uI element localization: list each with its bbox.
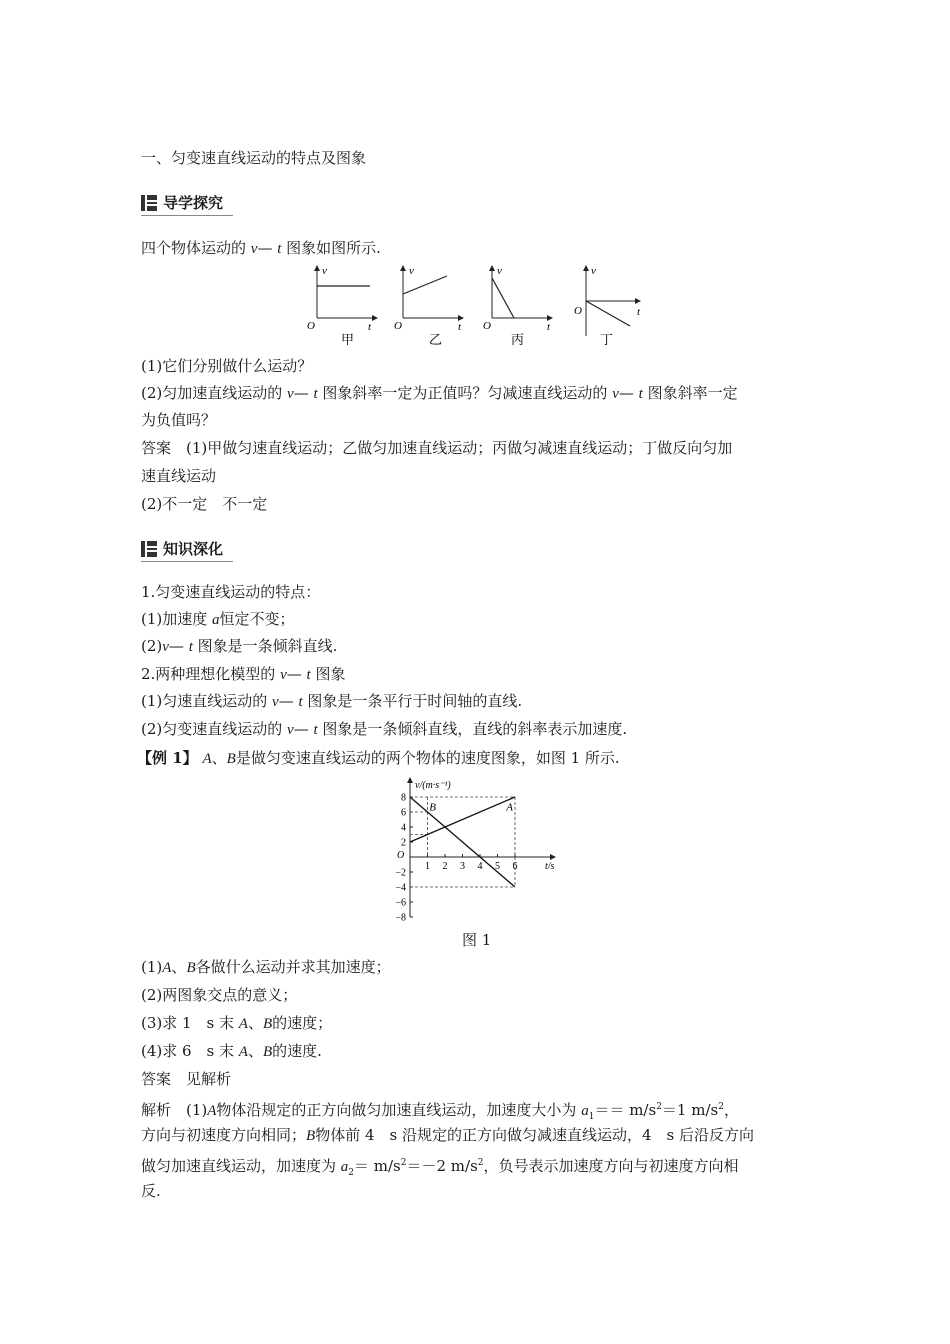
answer-1-line-1: 答案 (1)甲做匀速直线运动；乙做匀加速直线运动；丙做匀减速直线运动；丁做反向匀加 <box>141 439 733 457</box>
answer-1-line-2: 速直线运动 <box>141 467 217 485</box>
series-line-A <box>410 797 515 842</box>
axis-v-label: v <box>409 265 414 277</box>
origin-label: O <box>394 320 402 332</box>
header-underline <box>141 215 233 216</box>
x-axis-label: t/s <box>545 861 555 872</box>
x-tick-label: 2 <box>442 861 448 872</box>
series-label-B: B <box>429 801 436 814</box>
graph-ding <box>574 265 641 347</box>
answer-1-line-3: (2)不一定 不一定 <box>141 495 268 513</box>
header-stripes-icon <box>147 195 157 211</box>
axis-t-label: t <box>368 321 372 333</box>
y-tick-label: 4 <box>401 822 406 834</box>
origin-label: O <box>483 320 491 332</box>
origin-label: O <box>574 305 582 317</box>
header-mark-icon <box>141 541 145 557</box>
axis-v-label: v <box>591 265 596 277</box>
y-tick-label: −2 <box>395 867 406 879</box>
explanation-line-4: 反. <box>141 1182 161 1200</box>
vt-chart <box>365 774 565 924</box>
explanation-line-1: 解析 (1)A物体沿规定的正方向做匀加速直线运动，加速度大小为 $a_1== m/s^2=1$ $m/s^2$， <box>141 1101 739 1122</box>
knowledge-2a: (1)匀速直线运动的 v— t 图象是一条平行于时间轴的直线. <box>141 692 523 710</box>
y-tick-label: 8 <box>401 792 406 804</box>
sub-question-3: (3)求 1 s 末 A、B的速度； <box>141 1014 333 1032</box>
origin-label: O <box>397 850 405 861</box>
series-label-A: A <box>506 801 513 814</box>
axis-v-label: v <box>497 265 502 277</box>
y-tick-label: 2 <box>401 837 406 849</box>
graph-jia <box>307 265 377 347</box>
intro-text: 四个物体运动的 v— t 图象如图所示. <box>141 239 381 257</box>
section-header-guided-inquiry <box>141 193 233 215</box>
x-tick-label: 4 <box>477 861 483 872</box>
header-underline <box>141 561 233 562</box>
x-tick-label: 3 <box>460 861 465 872</box>
knowledge-1a: (1)加速度 a恒定不变； <box>141 610 295 628</box>
header-title: 知识深化 <box>163 540 224 558</box>
y-tick-label: −8 <box>395 912 406 924</box>
y-tick-label: 6 <box>401 807 406 819</box>
explanation-line-2: 方向与初速度方向相同；B物体前 4 s 沿规定的正方向做匀减速直线运动，4 s 后沿反方向 <box>141 1126 754 1144</box>
knowledge-2b: (2)匀变速直线运动的 v— t 图象是一条倾斜直线，直线的斜率表示加速度. <box>141 720 628 738</box>
question-2-line-2: 为负值吗？ <box>141 411 217 429</box>
section-header-knowledge <box>141 539 233 561</box>
axis-t-label: t <box>547 321 551 333</box>
figure-caption: 图 1 <box>462 931 492 949</box>
knowledge-1: 1.匀变速直线运动的特点： <box>141 583 321 601</box>
header-mark-icon <box>141 195 145 211</box>
header-stripes-icon <box>147 541 157 557</box>
header-title: 导学探究 <box>163 194 224 212</box>
axis-t-label: t <box>637 306 641 318</box>
small-graphs <box>0 262 950 352</box>
x-tick-label: 1 <box>425 861 430 872</box>
graph-label: 丙 <box>511 332 525 347</box>
knowledge-2: 2.两种理想化模型的 v— t 图象 <box>141 665 346 683</box>
sub-question-1: (1)A、B各做什么运动并求其加速度； <box>141 958 391 976</box>
y-tick-label: −4 <box>395 882 406 894</box>
sub-question-2: (2)两图象交点的意义； <box>141 986 298 1004</box>
axis-v-label: v <box>322 265 327 277</box>
series-line-B <box>410 797 515 887</box>
example-1-statement: 【例 1】 A、B是做匀变速直线运动的两个物体的速度图象，如图 1 所示. <box>137 749 620 767</box>
origin-label: O <box>307 320 315 332</box>
y-axis-label: v/(m·s⁻¹) <box>415 780 451 791</box>
graph-label: 丁 <box>600 332 614 347</box>
axis-t-label: t <box>458 321 462 333</box>
answer-2: 答案 见解析 <box>141 1070 232 1088</box>
y-tick-label: −6 <box>395 897 406 909</box>
graph-yi <box>394 265 463 347</box>
explanation-line-3: 做匀加速直线运动，加速度为 $a_2= m/s^2=-2$ $m/s^2$，负号表示加速度方向与初速度方向相 <box>141 1157 739 1178</box>
sub-question-4: (4)求 6 s 末 A、B的速度. <box>141 1042 322 1060</box>
question-2-line-1: (2)匀加速直线运动的 v— t 图象斜率一定为正值吗？匀减速直线运动的 v— t 图象斜率一定 <box>141 384 738 402</box>
graph-label: 甲 <box>341 332 355 347</box>
x-tick-label: 5 <box>495 861 500 872</box>
x-tick-label: 6 <box>512 861 518 872</box>
graph-bing <box>483 265 552 347</box>
question-1: (1)它们分别做什么运动？ <box>141 357 313 375</box>
graph-label: 乙 <box>429 332 443 347</box>
chart-axes <box>397 778 555 917</box>
section-title: 一、匀变速直线运动的特点及图象 <box>141 149 367 167</box>
knowledge-1b: (2)v— t 图象是一条倾斜直线. <box>141 637 338 655</box>
